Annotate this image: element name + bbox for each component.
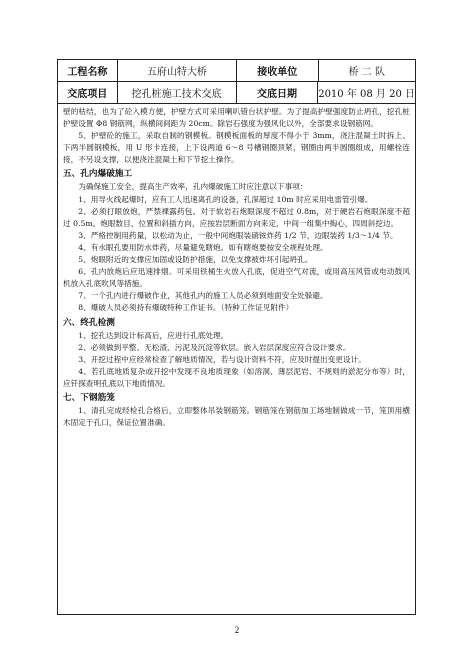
section-heading: 七、下钢筋笼 — [63, 392, 115, 403]
paragraph: 5、护壁砼的施工，采取自制的钢模板。钢模板面板的厚度不得小于 3mm，浇注混凝土时拆上、下两半圆钢模板，用 U 形卡连接，上下设两道 6～8 号槽钢圈顶紧，钢圈由两半圆圈组成，用螺栓连接，不另设支撑，以便浇注混凝土和下节挖土操作。 — [63, 131, 410, 165]
disclosure-form — [57, 59, 416, 615]
paragraph: 壁的枯结，也为了砼入模方便，护壁方式可采用喇叭错台状护壁。为了提高护壁强度防止坍孔，挖孔桩护壁设置 Φ8 钢筋网，纵横间间距为 20cm。除岩石强度为强风化以外，全部要求设钢筋网。 — [63, 107, 410, 129]
list-item: 2、必须打眼放炮，严禁裸露药包。对于软岩石炮眼深度不超过 0.8m，对于硬岩石炮眼深度不超过 0.5m。炮眼数目、位置和斜插方向，应按岩层断面方向来定，中间一组集中掏心，四周斜挖边。 — [63, 206, 410, 228]
receiver-label: 接收单位 — [237, 60, 319, 81]
item-label: 交底项目 — [58, 82, 118, 103]
header-row-2 — [58, 82, 415, 104]
section-heading: 六、终孔检测 — [63, 317, 115, 328]
project-name-label: 工程名称 — [58, 60, 118, 81]
project-name-value: 五府山特大桥 — [118, 60, 237, 81]
date-label: 交底日期 — [237, 82, 318, 103]
header-row-1 — [58, 60, 415, 82]
receiver-value: 桥 二 队 — [348, 67, 385, 78]
list-item: 4、若孔底地质复杂或开挖中发现不良地质现象（如溶洞、薄层泥岩、不规则的淤泥分布等）时，应钎探查明孔底以下地质情况。 — [63, 366, 410, 388]
item-value: 挖孔桩施工技术交底 — [118, 82, 237, 103]
paragraph: 为确保施工安全，提高生产效率，孔内爆破施工时应注意以下事项： — [78, 182, 308, 192]
disclosure-body — [58, 104, 415, 429]
list-item: 3、开挖过程中应经常检查了解地质情况，若与设计资料不符，应及时提出变更设计。 — [78, 354, 366, 364]
list-item: 1、用导火线起爆时，应有工人迅速离孔的设备，孔深超过 10m 时应采用电雷管引爆。 — [78, 194, 373, 204]
list-item: 1、清孔完成经检孔合格后，立即整体吊装钢筋笼。钢筋笼在钢筋加工场地制做成一节，笼顶用横木固定于孔口，保证位置准确。 — [63, 405, 410, 428]
list-item: 3、严格控制用药量，以松动为止，一般中间炮眼装硝铵炸药 1/2 节，边眼装药 1/3～1/4 节。 — [78, 230, 398, 240]
list-item: 7、一个孔内进行爆破作业，其他孔内的施工人员必须到地面安全处躲避。 — [78, 291, 328, 301]
list-item: 8、爆破人员必须持有爆破特种工作证书。（特种工作证见附件） — [78, 303, 294, 313]
page-number: 2 — [234, 625, 240, 635]
list-item: 2、必须做到平整、无松渣、污泥及沉淀等软层。嵌入岩层深度应符合设计要求。 — [78, 342, 351, 352]
list-item: 4、有水眼孔要用防水炸药，尽量避免瞎炮。如有瞎炮要按安全规程处理。 — [78, 242, 328, 252]
list-item: 1、挖孔达到设计标高后，应进行孔底处理。 — [78, 330, 229, 340]
section-heading: 五、孔内爆破施工 — [63, 169, 133, 180]
date-value: 2010 年 08 月 20 日 — [318, 89, 415, 100]
list-item: 5、炮眼附近的支撑应加固或设防护措施，以免支撑被炸坏引起坍孔。 — [78, 255, 313, 265]
list-item: 6、孔内放炮后应迅速排烟。可采用铁桶生火放入孔底，促进空气对流，或用高压风管或电动鼓风机放入孔底吹风等措施。 — [63, 267, 410, 289]
